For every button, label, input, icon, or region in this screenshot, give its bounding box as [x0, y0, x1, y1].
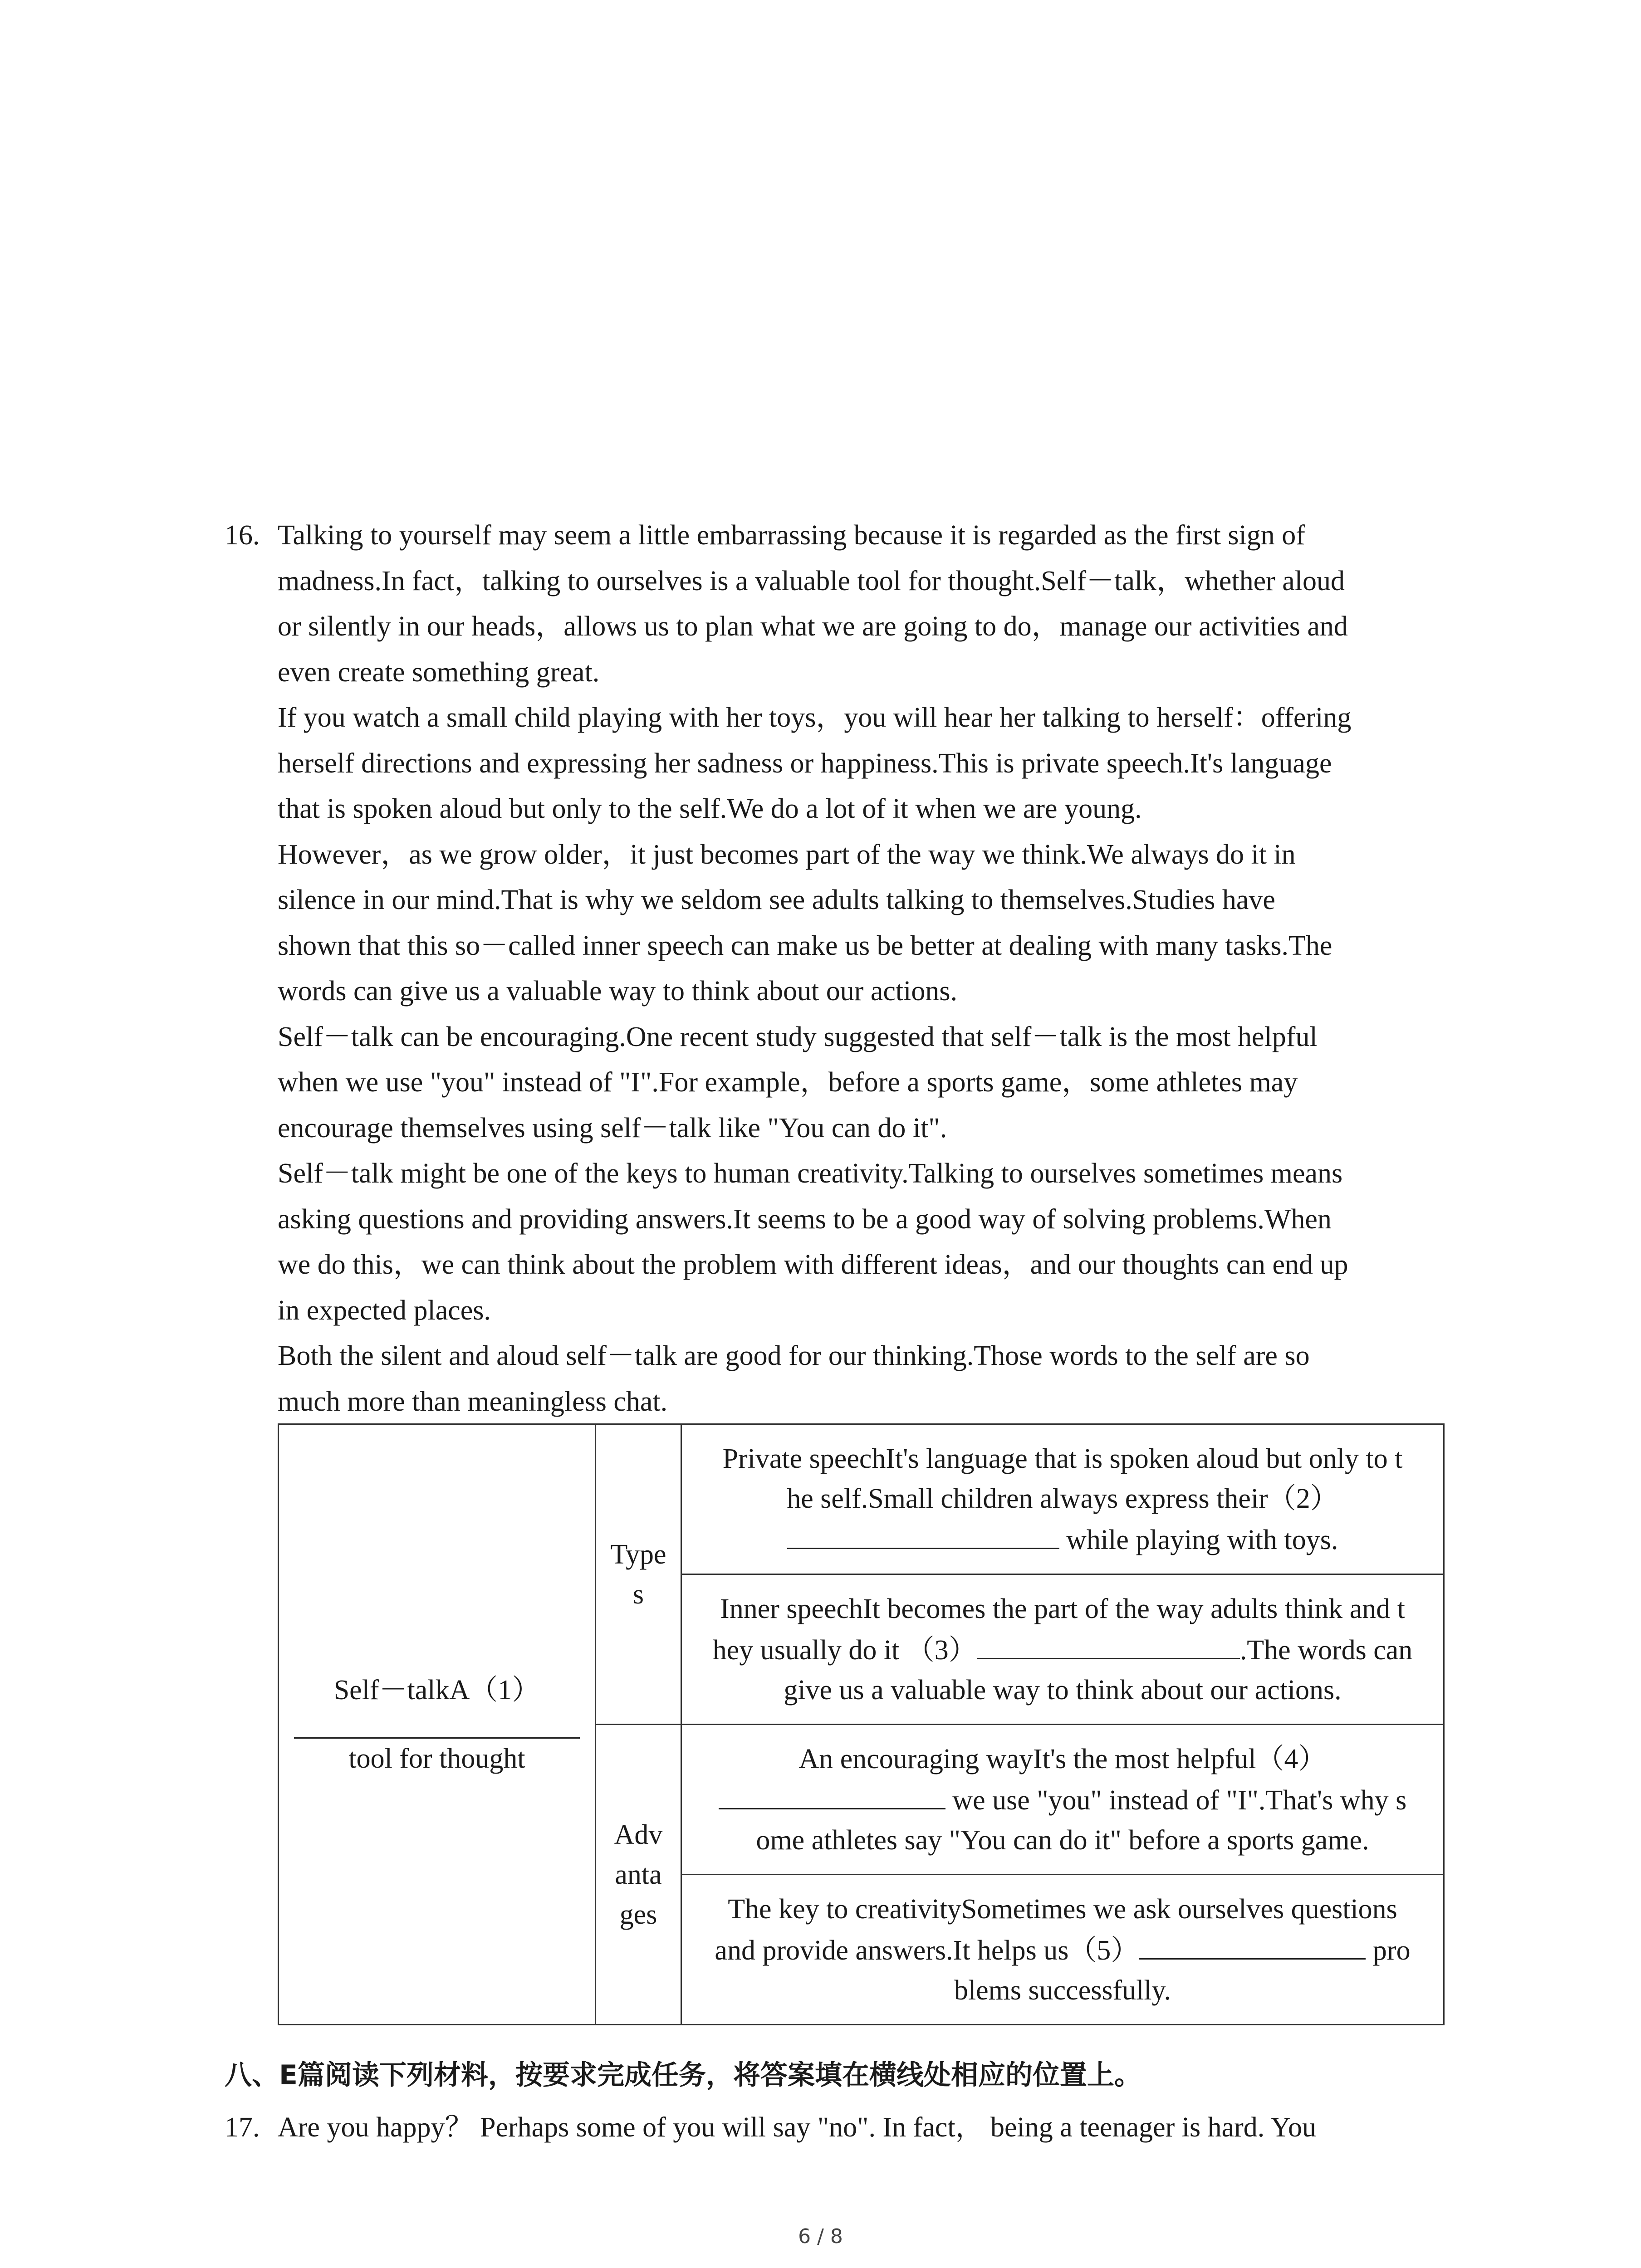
- passage-line: much more than meaningless chat.: [278, 1386, 668, 1417]
- section-heading: 八、E篇阅读下列材料，按要求完成任务，将答案填在横线处相应的位置上。: [225, 2059, 1141, 2091]
- row4-line2b: pro: [1366, 1935, 1411, 1966]
- passage-line: Self－talk can be encouraging.One recent study suggested that self－talk is the most helpful: [278, 1021, 1318, 1052]
- passage-line: even create something great.: [278, 656, 600, 688]
- blank-5[interactable]: [1139, 1929, 1366, 1960]
- passage-line: shown that this so－called inner speech can make us be better at dealing with many tasks.The: [278, 930, 1332, 961]
- passage-line: Self－talk might be one of the keys to human creativity.Talking to ourselves sometimes means: [278, 1158, 1343, 1189]
- passage-line: Talking to yourself may seem a little embarrassing because it is regarded as the first sign of: [278, 520, 1305, 551]
- types-label: Type s: [596, 1424, 681, 1725]
- passage-line: herself directions and expressing her sadness or happiness.This is private speech.It's language: [278, 748, 1332, 779]
- passage-line: or silently in our heads，allows us to plan what we are going to do，manage our activities and: [278, 611, 1348, 642]
- inner-speech-cell: [681, 1574, 1444, 1725]
- passage-line: words can give us a valuable way to think about our actions.: [278, 976, 957, 1007]
- passage-line: However，as we grow older，it just becomes part of the way we think.We always do it in: [278, 839, 1296, 870]
- creativity-cell: [681, 1875, 1444, 2025]
- passage-line: that is spoken aloud but only to the self.We do a lot of it when we are young.: [278, 793, 1142, 824]
- passage-line: encourage themselves using self－talk like "You can do it".: [278, 1112, 947, 1144]
- blank-1[interactable]: [294, 1728, 580, 1739]
- passage-line: when we use "you" instead of "I".For example，before a sports game，some athletes may: [278, 1067, 1298, 1098]
- question-number: 17.: [225, 2112, 260, 2143]
- summary-table: [278, 1423, 1445, 2025]
- blank-2[interactable]: [787, 1519, 1059, 1549]
- row4-line1: The key to creativitySometimes we ask ourselves questions: [728, 1893, 1397, 1925]
- passage-line: Both the silent and aloud self－talk are good for our thinking.Those words to the self are so: [278, 1340, 1310, 1371]
- passage-line: silence in our mind.That is why we seldom see adults talking to themselves.Studies have: [278, 885, 1275, 915]
- row1-line1: Private speechIt's language that is spoken aloud but only to t: [722, 1443, 1403, 1474]
- row2-line1: Inner speechIt becomes the part of the way adults think and t: [720, 1593, 1405, 1624]
- row1-line3: while playing with toys.: [1059, 1524, 1338, 1555]
- row3-line1: An encouraging wayIt's the most helpful（4）: [798, 1743, 1327, 1774]
- row1-line2: he self.Small children always express their（2）: [787, 1483, 1338, 1514]
- passage-q17-start: Are you happy？ Perhaps some of you will say "no". In fact， being a teenager is hard. You: [278, 2112, 1317, 2143]
- row4-line3: blems successfully.: [954, 1975, 1171, 2006]
- row3-line2: we use "you" instead of "I".That's why s: [945, 1784, 1407, 1816]
- private-speech-cell: [681, 1424, 1444, 1574]
- row3-line3: ome athletes say "You can do it" before a sports game.: [756, 1824, 1369, 1856]
- blank-3[interactable]: [977, 1629, 1240, 1659]
- main-idea-suffix: tool for thought: [348, 1743, 525, 1774]
- advantages-label: Adv anta ges: [596, 1725, 681, 2025]
- main-idea-label: Self－talkA（1）: [333, 1675, 540, 1706]
- passage-q16: [278, 513, 1457, 1424]
- row4-line2a: and provide answers.It helps us（5）: [715, 1935, 1139, 1966]
- row2-line2a: hey usually do it （3）: [712, 1634, 977, 1666]
- row2-line3: give us a valuable way to think about our actions.: [784, 1674, 1342, 1706]
- passage-line: in expected places.: [278, 1295, 491, 1326]
- encouraging-way-cell: [681, 1725, 1444, 1875]
- passage-line: we do this，we can think about the problem with different ideas，and our thoughts can end up: [278, 1249, 1348, 1280]
- passage-line: If you watch a small child playing with her toys，you will hear her talking to herself：offering: [278, 702, 1352, 733]
- page-number: 6 / 8: [798, 2225, 843, 2248]
- blank-4[interactable]: [719, 1779, 945, 1809]
- main-idea-cell: [279, 1424, 596, 2025]
- passage-line: madness.In fact，talking to ourselves is a valuable tool for thought.Self－talk，whether aloud: [278, 565, 1345, 596]
- row2-line2b: .The words can: [1239, 1634, 1413, 1666]
- passage-line: asking questions and providing answers.It seems to be a good way of solving problems.When: [278, 1203, 1332, 1235]
- question-number: 16.: [225, 520, 260, 551]
